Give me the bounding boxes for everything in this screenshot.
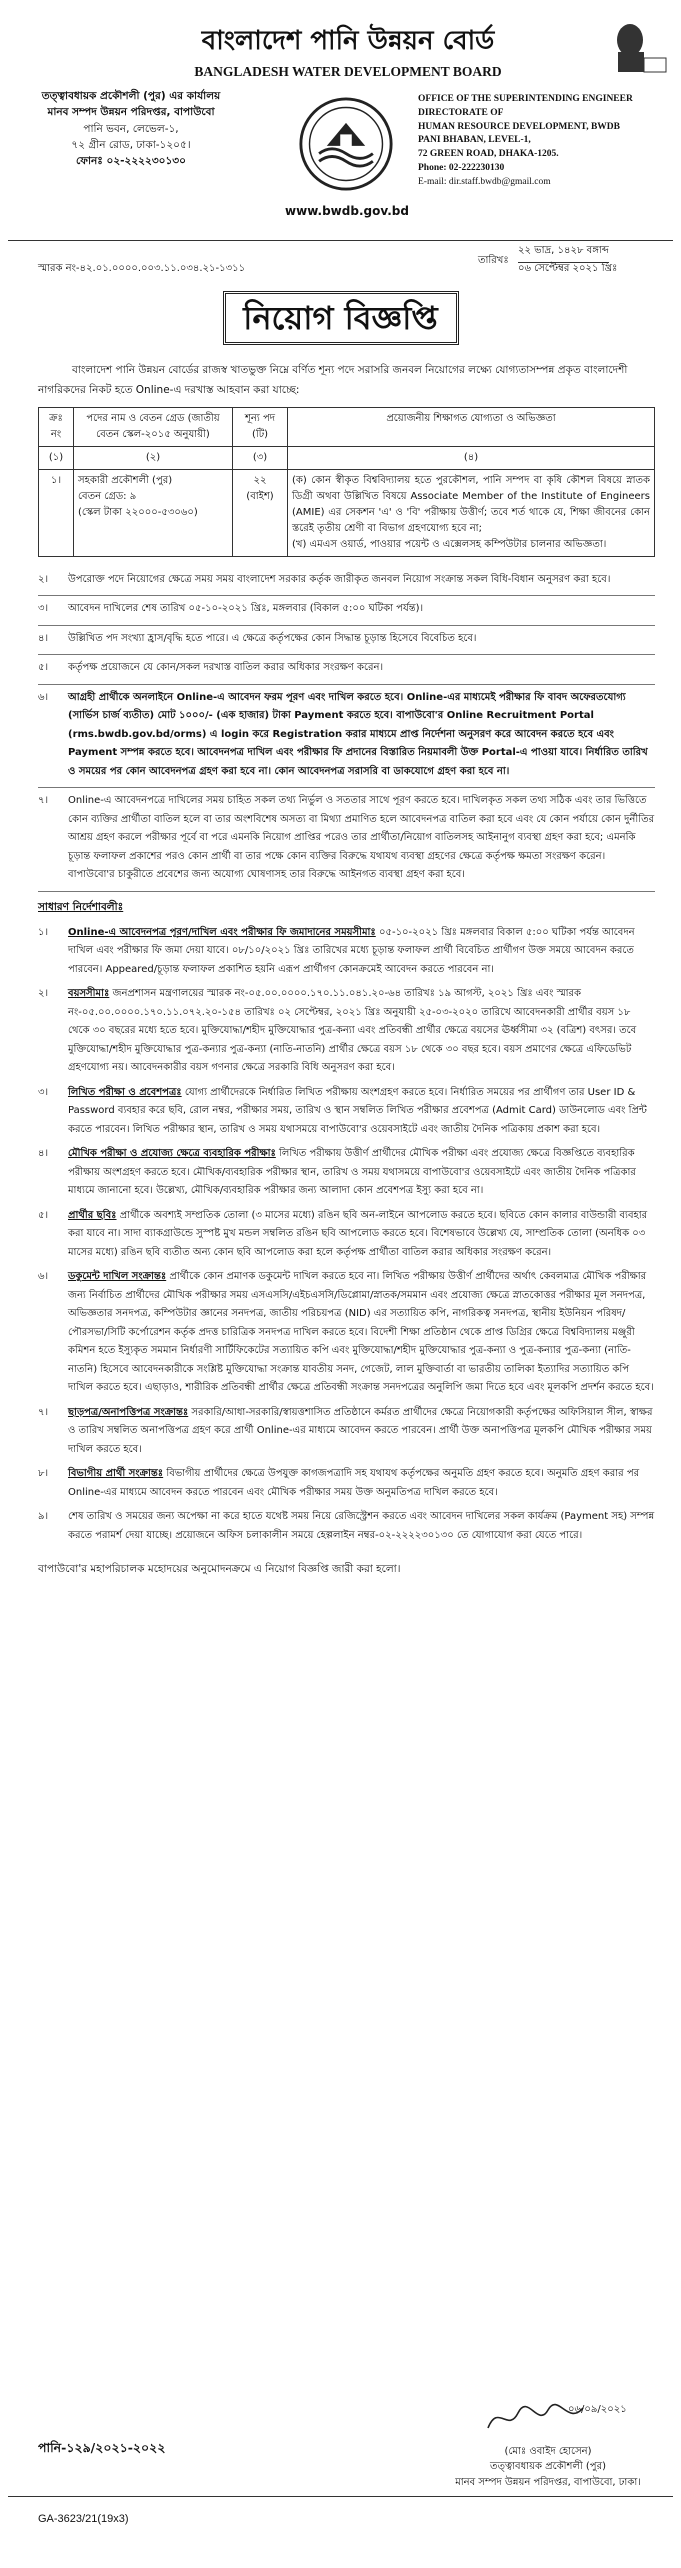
ga-code: GA-3623/21(19x3) xyxy=(38,2513,129,2525)
signature-date: ০৬/০৯/২০২১ xyxy=(568,2404,627,2415)
address-line: মানব সম্পদ উন্নয়ন পরিদপ্তর, বাপাউবো xyxy=(47,106,215,119)
col-header-vacancy: শূন্য পদ (টি) xyxy=(233,407,288,446)
item-number: ৪। xyxy=(38,632,49,644)
closing-line: বাপাউবো'র মহাপরিচালক মহোদয়ের অনুমোদনক্রমে এ নিয়োগ বিজ্ঞপ্তি জারী করা হলো। xyxy=(38,1563,401,1576)
item-text: উল্লিখিত পদ সংখ্যা হ্রাস/বৃদ্ধি হতে পারে। এ ক্ষেত্রে কর্তৃপক্ষের কোন সিদ্ধান্ত চূড়ান্ত হিসেবে বিবেচিত হবে। xyxy=(68,632,477,644)
address-line: তত্ত্বাবধায়ক প্রকৌশলী (পুর) এর কার্যালয় xyxy=(41,90,221,102)
item-number: ৫। xyxy=(38,662,49,674)
bwdb-logo-icon xyxy=(298,96,394,192)
instruction-item xyxy=(38,1462,655,1505)
item-body xyxy=(68,1207,655,1263)
item-heading: বিভাগীয় প্রার্থী সংক্রান্তঃ xyxy=(68,1468,164,1480)
item-number: ২। xyxy=(38,573,49,585)
instruction-item xyxy=(38,982,655,1081)
item-text: শেষ তারিখ ও সময়ের জন্য অপেক্ষা না করে হাতে যথেষ্ট সময় নিয়ে রেজিস্ট্রেশন করতে এবং আবেদন দাখিলের সকল কার্যক্রম (Payment সহ) সম্পন্ন করতে পরামর্শ দেয়া যাচ্ছে। প্রয়োজনে অফিস চলাকালীন সময়ে হেল্পলাইন নম্বর-০২-২২২২৩০১৩০ তে যোগাযোগ করা যেতে পারে। xyxy=(68,1511,655,1541)
date-label: তারিখঃ xyxy=(478,255,509,266)
email-address[interactable]: E-mail: dir.staff.bwdb@gmail.com xyxy=(418,176,551,187)
signatory-designation: তত্ত্বাবধায়ক প্রকৌশলী (পুর) xyxy=(490,2461,606,2472)
office-address-bn xyxy=(16,88,246,169)
row-sl: ১। xyxy=(39,469,74,556)
signature-block xyxy=(448,2398,648,2490)
instruction-item xyxy=(38,921,655,983)
item-text: জনপ্রশাসন মন্ত্রণালয়ের স্মারক নং-০৫.০০.০০০০.১৭০.১১.০৪১.২০-৬৪ তারিখঃ ১৯ আগস্ট, ২০২১ খ্রিঃ এবং স্মারক নং-০৫.০০.০০০০.১৭০.১১.০৭২.২০-১৫৪ তারিখঃ ০২ সেপ্টেম্বর, ২০২১ খ্রিঃ অনুযায়ী ২৫-০৩-২০২০ তারিখে আবেদনকারী প্রার্থীর বয়স ১৮ থেকে ৩০ বছরের মধ্যে হতে হবে। মুক্তিযোদ্ধা/শহীদ মুক্তিযোদ্ধার পুত্র-কন্যা এবং প্রতিবন্ধী প্রার্থীর ক্ষেত্রে বয়সের ঊর্ধ্বসীমা ৩২ (বত্রিশ) বৎসর। তবে মুক্তিযোদ্ধা/শহীদ মুক্তিযোদ্ধার পুত্র-কন্যার পুত্র-কন্যা (নাতি-নাতনি) প্রার্থীর ক্ষেত্রে বয়স ১৮ থেকে ৩০ বছর হবে। বয়স প্রমাণের ক্ষেত্রে এফিডেভিট গ্রহণযোগ্য নয়। আবেদনকারীর বয়স গণনার ক্ষেত্রে সরকারি বিধি অনুসরণ করা হবে। xyxy=(68,988,637,1074)
col-header-qualification: প্রয়োজনীয় শিক্ষাগত যোগ্যতা ও অভিজ্ঞতা xyxy=(288,407,655,446)
address-line-en: HUMAN RESOURCE DEVELOPMENT, BWDB xyxy=(418,121,620,132)
office-address-en xyxy=(418,93,673,189)
item-text: কর্তৃপক্ষ প্রয়োজনে যে কোন/সকল দরখাস্ত বাতিল করার অধিকার সংরক্ষণ করেন। xyxy=(68,662,384,674)
table-number-row xyxy=(39,446,655,469)
item-text: সরকারি/আধা-সরকারি/স্বায়ত্তশাসিত প্রতিষ্ঠানে কর্মরত প্রার্থীদের ক্ষেত্রে নিয়োগকারী কর্তৃপক্ষের অফিসিয়াল সীল, স্বাক্ষর ও তারিখ সম্বলিত অনাপত্তিপত্র গ্রহণ করে প্রার্থী Online-এর মাধ্যমে আবেদন করতে পারবেন। প্রার্থী উক্ত অনাপত্তিপত্র মূলকপি মৌখিক পরীক্ষার সময় দাখিল করতে হবে। xyxy=(68,1406,653,1455)
col-number: (২) xyxy=(74,446,233,469)
letterhead xyxy=(8,8,673,241)
board-title xyxy=(188,20,508,80)
item-heading: মৌখিক পরীক্ষা ও প্রযোজ্য ক্ষেত্রে ব্যবহারিক পরীক্ষাঃ xyxy=(68,1148,276,1160)
address-line-en: 72 GREEN ROAD, DHAKA-1205. xyxy=(418,149,559,160)
item-body xyxy=(68,1268,655,1398)
item-number: ৬। xyxy=(38,1271,49,1283)
item-heading: লিখিত পরীক্ষা ও প্রবেশপত্রঃ xyxy=(68,1086,182,1098)
condition-item xyxy=(38,626,655,656)
col-number: (৩) xyxy=(233,446,288,469)
item-text: যোগ্য প্রার্থীদেরকে নির্ধারিত লিখিত পরীক্ষায় অংশগ্রহণ করতে হবে। নির্ধারিত সময়ের পর প্রার্থীগণ তার User ID & Password ব্যবহার করে ছবি, রোল নম্বর, পরীক্ষার সময়, তারিখ ও স্থান সম্বলিত লিখিত পরীক্ষার প্রবেশপত্র (Admit Card) ডাউনলোড এবং প্রিন্ট করতে পারবেন। লিখিত পরীক্ষার স্থান, তারিখ ও সময় যথাসময়ে বাপাউবো'র ওয়েবসাইটে এবং জাতীয় দৈনিক পত্রিকায় প্রকাশ করা হবে। xyxy=(68,1086,647,1135)
item-body xyxy=(68,1084,655,1140)
row-qualification xyxy=(288,469,655,556)
table-header-row xyxy=(39,407,655,446)
col-number: (১) xyxy=(39,446,74,469)
item-text: আবেদন দাখিলের শেষ তারিখ ০৫-১০-২০২১ খ্রিঃ, মঙ্গলবার (বিকাল ৫:০০ ঘটিকা পর্যন্ত)। xyxy=(68,603,424,615)
board-title-en: BANGLADESH WATER DEVELOPMENT BOARD xyxy=(194,64,502,79)
instruction-item xyxy=(38,1505,655,1548)
item-body xyxy=(68,1145,655,1201)
condition-item xyxy=(38,655,655,685)
qualification-b: (খ) এমএস ওয়ার্ড, পাওয়ার পয়েন্ট ও এক্সেলসহ কম্পিউটার চালনার অভিজ্ঞতা। xyxy=(292,538,607,550)
address-line-en: OFFICE OF THE SUPERINTENDING ENGINEER xyxy=(418,94,633,104)
instruction-item xyxy=(38,1265,655,1401)
footer-divider xyxy=(8,2496,673,2497)
item-body xyxy=(68,1465,655,1502)
date-gregorian: ০৬ সেপ্টেম্বর ২০২১ খ্রিঃ xyxy=(518,263,618,274)
condition-item xyxy=(38,567,655,597)
condition-item xyxy=(38,685,655,789)
item-text: আগ্রহী প্রার্থীকে অনলাইনে Online-এ আবেদন ফরম পূরণ এবং দাখিল করতে হবে। Online-এর মাধ্যমেই পরীক্ষার ফি বাবদ অফেরতযোগ্য (সার্ভিস চার্জ ব্যতীত) মোট ১০০০/- (এক হাজার) টাকা Payment করতে হবে। বাপাউবো'র Online Recruitment Portal (rms.bwdb.gov.bd/orms) এ login করে Registration করার মাধ্যমে প্রাপ্ত নির্দেশনা অনুসরণ করে আবেদন করতে হবে এবং Payment সম্পন্ন করতে হবে। আবেদনপত্র দাখিল এবং পরীক্ষার ফি প্রদানের বিস্তারিত নিয়মাবলী উক্ত Portal-এ পাওয়া যাবে। নির্ধারিত তারিখ ও সময়ের পর কোন আবেদনপত্র গ্রহণ করা হবে না। কোন আবেদনপত্র সরাসরি বা ডাকযোগে গ্রহণ করা হবে না। xyxy=(68,691,648,777)
board-title-bn: বাংলাদেশ পানি উন্নয়ন বোর্ড xyxy=(201,26,495,56)
address-line: ৭২ গ্রীন রোড, ঢাকা-১২০৫। xyxy=(71,138,191,151)
item-number: ৭। xyxy=(38,795,49,807)
post-scale: (স্কেল টাকা ২২০০০-৫৩০৬০) xyxy=(78,506,198,518)
item-heading: প্রার্থীর ছবিঃ xyxy=(68,1209,117,1221)
item-number: ৬। xyxy=(38,691,49,703)
item-text: লিখিত পরীক্ষায় উত্তীর্ণ প্রার্থীদের মৌখিক পরীক্ষা এবং প্রযোজ্য ক্ষেত্রে বিজ্ঞপ্তিতে ব্যবহারিক পরীক্ষায় অংশগ্রহণ করতে হবে। মৌখিক/ব্যবহারিক পরীক্ষার স্থান, তারিখ ও সময় যথাসময়ে বাপাউবো'র ওয়েবসাইটে এবং জাতীয় দৈনিক পত্রিকার মাধ্যমে জানানো হবে। উল্লেখ্য, মৌখিক/ব্যবহারিক পরীক্ষার জন্য আলাদা কোন প্রবেশপত্র ইস্যু করা হবে না। xyxy=(68,1148,636,1197)
item-body xyxy=(68,1404,655,1460)
memo-line xyxy=(8,241,673,283)
item-number: ২। xyxy=(38,988,49,1000)
item-number: ৩। xyxy=(38,1086,49,1098)
intro-paragraph: বাংলাদেশ পানি উন্নয়ন বোর্ডের রাজস্ব খাতভুক্ত নিম্নে বর্ণিত শূন্য পদে সরাসরি জনবল নিয়োগের লক্ষ্যে যোগ্যতাসম্পন্ন প্রকৃত বাংলাদেশী নাগরিকদের নিকট হতে Online-এ দরখাস্ত আহবান করা যাচ্ছে: xyxy=(38,364,628,396)
notice-title: নিয়োগ বিজ্ঞপ্তি xyxy=(223,291,459,345)
instruction-item xyxy=(38,1142,655,1204)
vacancy-words: (বাইশ) xyxy=(246,490,274,502)
general-instructions-list xyxy=(38,921,655,1549)
col-header-sl: ক্রঃ নং xyxy=(39,407,74,446)
date-bangla: ২২ ভাদ্র, ১৪২৮ বঙ্গাব্দ xyxy=(518,243,609,263)
instruction-item xyxy=(38,1081,655,1143)
vacancy-table xyxy=(38,407,655,557)
website-link[interactable]: www.bwdb.gov.bd xyxy=(285,204,409,218)
col-header-post: পদের নাম ও বেতন গ্রেড (জাতীয় বেতন স্কেল-২০১৫ অনুযায়ী) xyxy=(74,407,233,446)
item-number: ৯। xyxy=(38,1511,49,1523)
conditions-list xyxy=(38,567,655,892)
instruction-item xyxy=(38,1204,655,1266)
qualification-a: (ক) কোন স্বীকৃত বিশ্ববিদ্যালয় হতে পুরকৌশল, পানি সম্পদ বা কৃষি কৌশল বিষয়ে স্নাতক ডিগ্রী অথবা উল্লিখিত বিষয়ে Associate Member of the Institute of Engineers (AMIE) এর সেকশন 'এ' ও 'বি' পরীক্ষায় উত্তীর্ণ; তবে শর্ত থাকে যে, শিক্ষা জীবনের কোন স্তরেই তৃতীয় শ্রেণী বা বিভাগ গ্রহণযোগ্য হবে না; xyxy=(292,474,650,534)
item-heading: Online-এ আবেদনপত্র পূরণ/দাখিল এবং পরীক্ষার ফি জমাদানের সময়সীমাঃ xyxy=(68,926,376,938)
item-number: ৮। xyxy=(38,1468,49,1480)
notice-page xyxy=(8,8,673,2548)
document-code: পানি-১২৯/২০২১-২০২২ xyxy=(38,2440,166,2455)
general-instructions-title: সাধারণ নির্দেশাবলীঃ xyxy=(38,900,124,913)
item-number: ৪। xyxy=(38,1148,49,1160)
address-line: পানি ভবন, লেভেল-১, xyxy=(83,122,179,135)
item-text: বিভাগীয় প্রার্থীদের ক্ষেত্রে উপযুক্ত কাগজপত্রাদি সহ যথাযথ কর্তৃপক্ষের অনুমতি গ্রহণ করতে হবে। অনুমতি গ্রহণ করার পর Online-এর মাধ্যমে আবেদন করতে পারবেন এবং মৌখিক পরীক্ষার সময় উক্ত অনুমতিপত্র দাখিল করতে হবে। xyxy=(68,1468,640,1498)
mujib-centenary-logo-icon xyxy=(608,16,668,78)
item-text: উপরোক্ত পদে নিয়োগের ক্ষেত্রে সময় সময় বাংলাদেশ সরকার কর্তৃক জারীকৃত জনবল নিয়োগ সংক্রান্ত সকল বিধি-বিধান অনুসরণ করা হবে। xyxy=(68,573,611,585)
item-text: প্রার্থীকে কোন প্রমাণক ডকুমেন্ট দাখিল করতে হবে না। লিখিত পরীক্ষায় উত্তীর্ণ প্রার্থীদের অর্থাৎ কেবলমাত্র মৌখিক পরীক্ষার জন্য নির্বাচিত প্রার্থীদের মৌখিক পরীক্ষার সময় এসএসসি/এইচএসসি/ডিপ্লোমা/স্নাতক/সমমান এবং প্রযোজ্য ক্ষেত্রে স্নাতকোত্তর পরীক্ষার মূল সনদপত্র, অভিজ্ঞতার সনদপত্র, কম্পিউটার জ্ঞানের সনদপত্র, জাতীয় পরিচয়পত্র (NID) এর সত্যায়িত কপি, নাগরিকত্ব সনদপত্র, স্থানীয় ইউনিয়ন পরিষদ/পৌরসভা/সিটি কর্পোরেশন কর্তৃক প্রদত্ত চারিত্রিক সনদপত্র দাখিল করতে হবে। বিদেশী শিক্ষা প্রতিষ্ঠান থেকে প্রাপ্ত ডিগ্রির ক্ষেত্রে বিশ্ববিদ্যালয় মঞ্জুরী কমিশন হতে ইস্যুকৃত সমমান নির্ধারণী সার্টিফিকেটের সত্যায়িত কপি এবং মুক্তিযোদ্ধা/শহীদ মুক্তিযোদ্ধার পুত্র-কন্যা ও পুত্র-কন্যার পুত্র-কন্যা (নাতি-নাতনি) হিসেবে আবেদনকারীকে সংশ্লিষ্ট মুক্তিযোদ্ধা সংক্রান্ত যাবতীয় সনদ, গেজেট, লাল মুক্তিবার্তা বা ভারতীয় তালিকা ইত্যাদির সত্যায়িত কপি দাখিল করতে হবে। এছাড়াও, শারীরিক প্রতিবন্ধী প্রার্থীর ক্ষেত্রে প্রতিবন্ধী সংক্রান্ত সনদপত্রের অনুলিপি জমা দিতে হবে এবং মূলকপি প্রদর্শন করতে হবে। xyxy=(68,1271,654,1394)
item-number: ৩। xyxy=(38,603,49,615)
address-line-en: DIRECTORATE OF xyxy=(418,107,504,118)
item-heading: ছাড়পত্র/অনাপত্তিপত্র সংক্রান্তঃ xyxy=(68,1406,189,1418)
address-line-en: PANI BHABAN, LEVEL-1, xyxy=(418,135,531,146)
memo-reference: স্মারক নং-৪২.০১.০০০০.০০৩.১১.০৩৪.২১-১৩১১ xyxy=(38,263,246,274)
instruction-item xyxy=(38,1401,655,1463)
signatory-name: (মোঃ ওবাইদ হোসেন) xyxy=(504,2445,592,2457)
item-text: প্রার্থীকে অবশ্যই সম্প্রতিক তোলা (৩ মাসের মধ্যে) রঙিন ছবি অন-লাইনে আপলোড করতে হবে। ছবিতে কোন কালার বাউন্ডারী ব্যবহার করা যাবে না। সাদা ব্যাকগ্রাউন্ডে সুস্পষ্ট মুখ মন্ডল সম্বলিত রঙিন ছবি আপলোড করতে হবে। বিশেষভাবে উল্লেখ্য যে, সাম্প্রতিক তোলা (অনধিক ০৩ মাসের মধ্যে) রঙিন ছবি ব্যতীত অন্য কোন ছবি আপলোড করা হলে কর্তৃপক্ষ প্রার্থীতা বাতিল করার অধিকার সংরক্ষণ করেন। xyxy=(68,1209,648,1258)
condition-item xyxy=(38,788,655,892)
item-body xyxy=(68,1508,655,1545)
address-line-en: Phone: 02-222230130 xyxy=(418,162,505,173)
row-vacancy xyxy=(233,469,288,556)
post-name: সহকারী প্রকৌশলী (পুর) xyxy=(78,474,173,486)
item-text: Online-এ আবেদনপত্রে দাখিলের সময় চাহিত সকল তথ্য নির্ভুল ও সততার সাথে পূরণ করতে হবে। দাখিলকৃত সকল তথ্য সঠিক এবং তার ভিত্তিতে কোন ব্যক্তির প্রার্থীতা বাতিল হলে বা তার অংশবিশেষ অসত্য বা মিথ্যা প্রমাণিত হলে আবেদনপত্র বাতিল করা হবে এবং যে কোন পর্যায়ে কোন দুর্নীতির আশ্রয় গ্রহণ করলে পরীক্ষার পূর্বে বা পরে এমনকি নিয়োগ প্রাপ্তির পরেও তার প্রার্থীতা/নিয়োগ বাতিলসহ আইনানুগ ব্যবস্থা গ্রহণ করা হবে; এমনকি চূড়ান্ত ফলাফল প্রকাশের পরও কোন প্রার্থী বা তার পক্ষে কোন ব্যক্তির বিরুদ্ধে যথাযথ ব্যবস্থা গ্রহণের ক্ষেত্রে কর্তৃপক্ষ ক্ষমতা সংরক্ষণ করেন। বাপাউবো'র চাকুরীতে প্রবেশের জন্য অযোগ্য ঘোষণাসহ তার বিরুদ্ধে আইনগত ব্যবস্থা গ্রহণ করা হবে। xyxy=(68,795,655,881)
item-number: ১। xyxy=(38,926,49,938)
item-heading: ডকুমেন্ট দাখিল সংক্রান্তঃ xyxy=(68,1271,167,1283)
item-number: ৫। xyxy=(38,1209,49,1221)
condition-item xyxy=(38,596,655,626)
col-number: (৪) xyxy=(288,446,655,469)
vacancy-count: ২২ xyxy=(253,474,267,486)
signatory-office: মানব সম্পদ উন্নয়ন পরিদপ্তর, বাপাউবো, ঢাকা। xyxy=(455,2476,641,2488)
item-body xyxy=(68,924,655,980)
row-post xyxy=(74,469,233,556)
table-row xyxy=(39,469,655,556)
address-line: ফোনঃ ০২-২২২২৩০১৩০ xyxy=(76,155,186,168)
item-number: ৭। xyxy=(38,1406,49,1418)
post-grade: বেতন গ্রেড: ৯ xyxy=(78,490,137,502)
item-heading: বয়সসীমাঃ xyxy=(68,988,110,1000)
item-body xyxy=(68,985,655,1078)
item-text: ০৫-১০-২০২১ খ্রিঃ মঙ্গলবার বিকাল ৫:০০ ঘটিকা পর্যন্ত আবেদন দাখিল এবং পরীক্ষার ফি জমা দেয়া যাবে। ০৮/১০/২০২১ খ্রিঃ তারিখের মধ্যে চূড়ান্ত ফলাফল প্রার্থী বিবেচিত প্রার্থীগণ উক্ত সময়ে আবেদন করতে পারবেন। Appeared/চূড়ান্ত ফলাফল প্রকাশিত হয়নি এরূপ প্রার্থীগণ কোনক্রমেই আবেদন করতে পারবেন না। xyxy=(68,926,635,975)
